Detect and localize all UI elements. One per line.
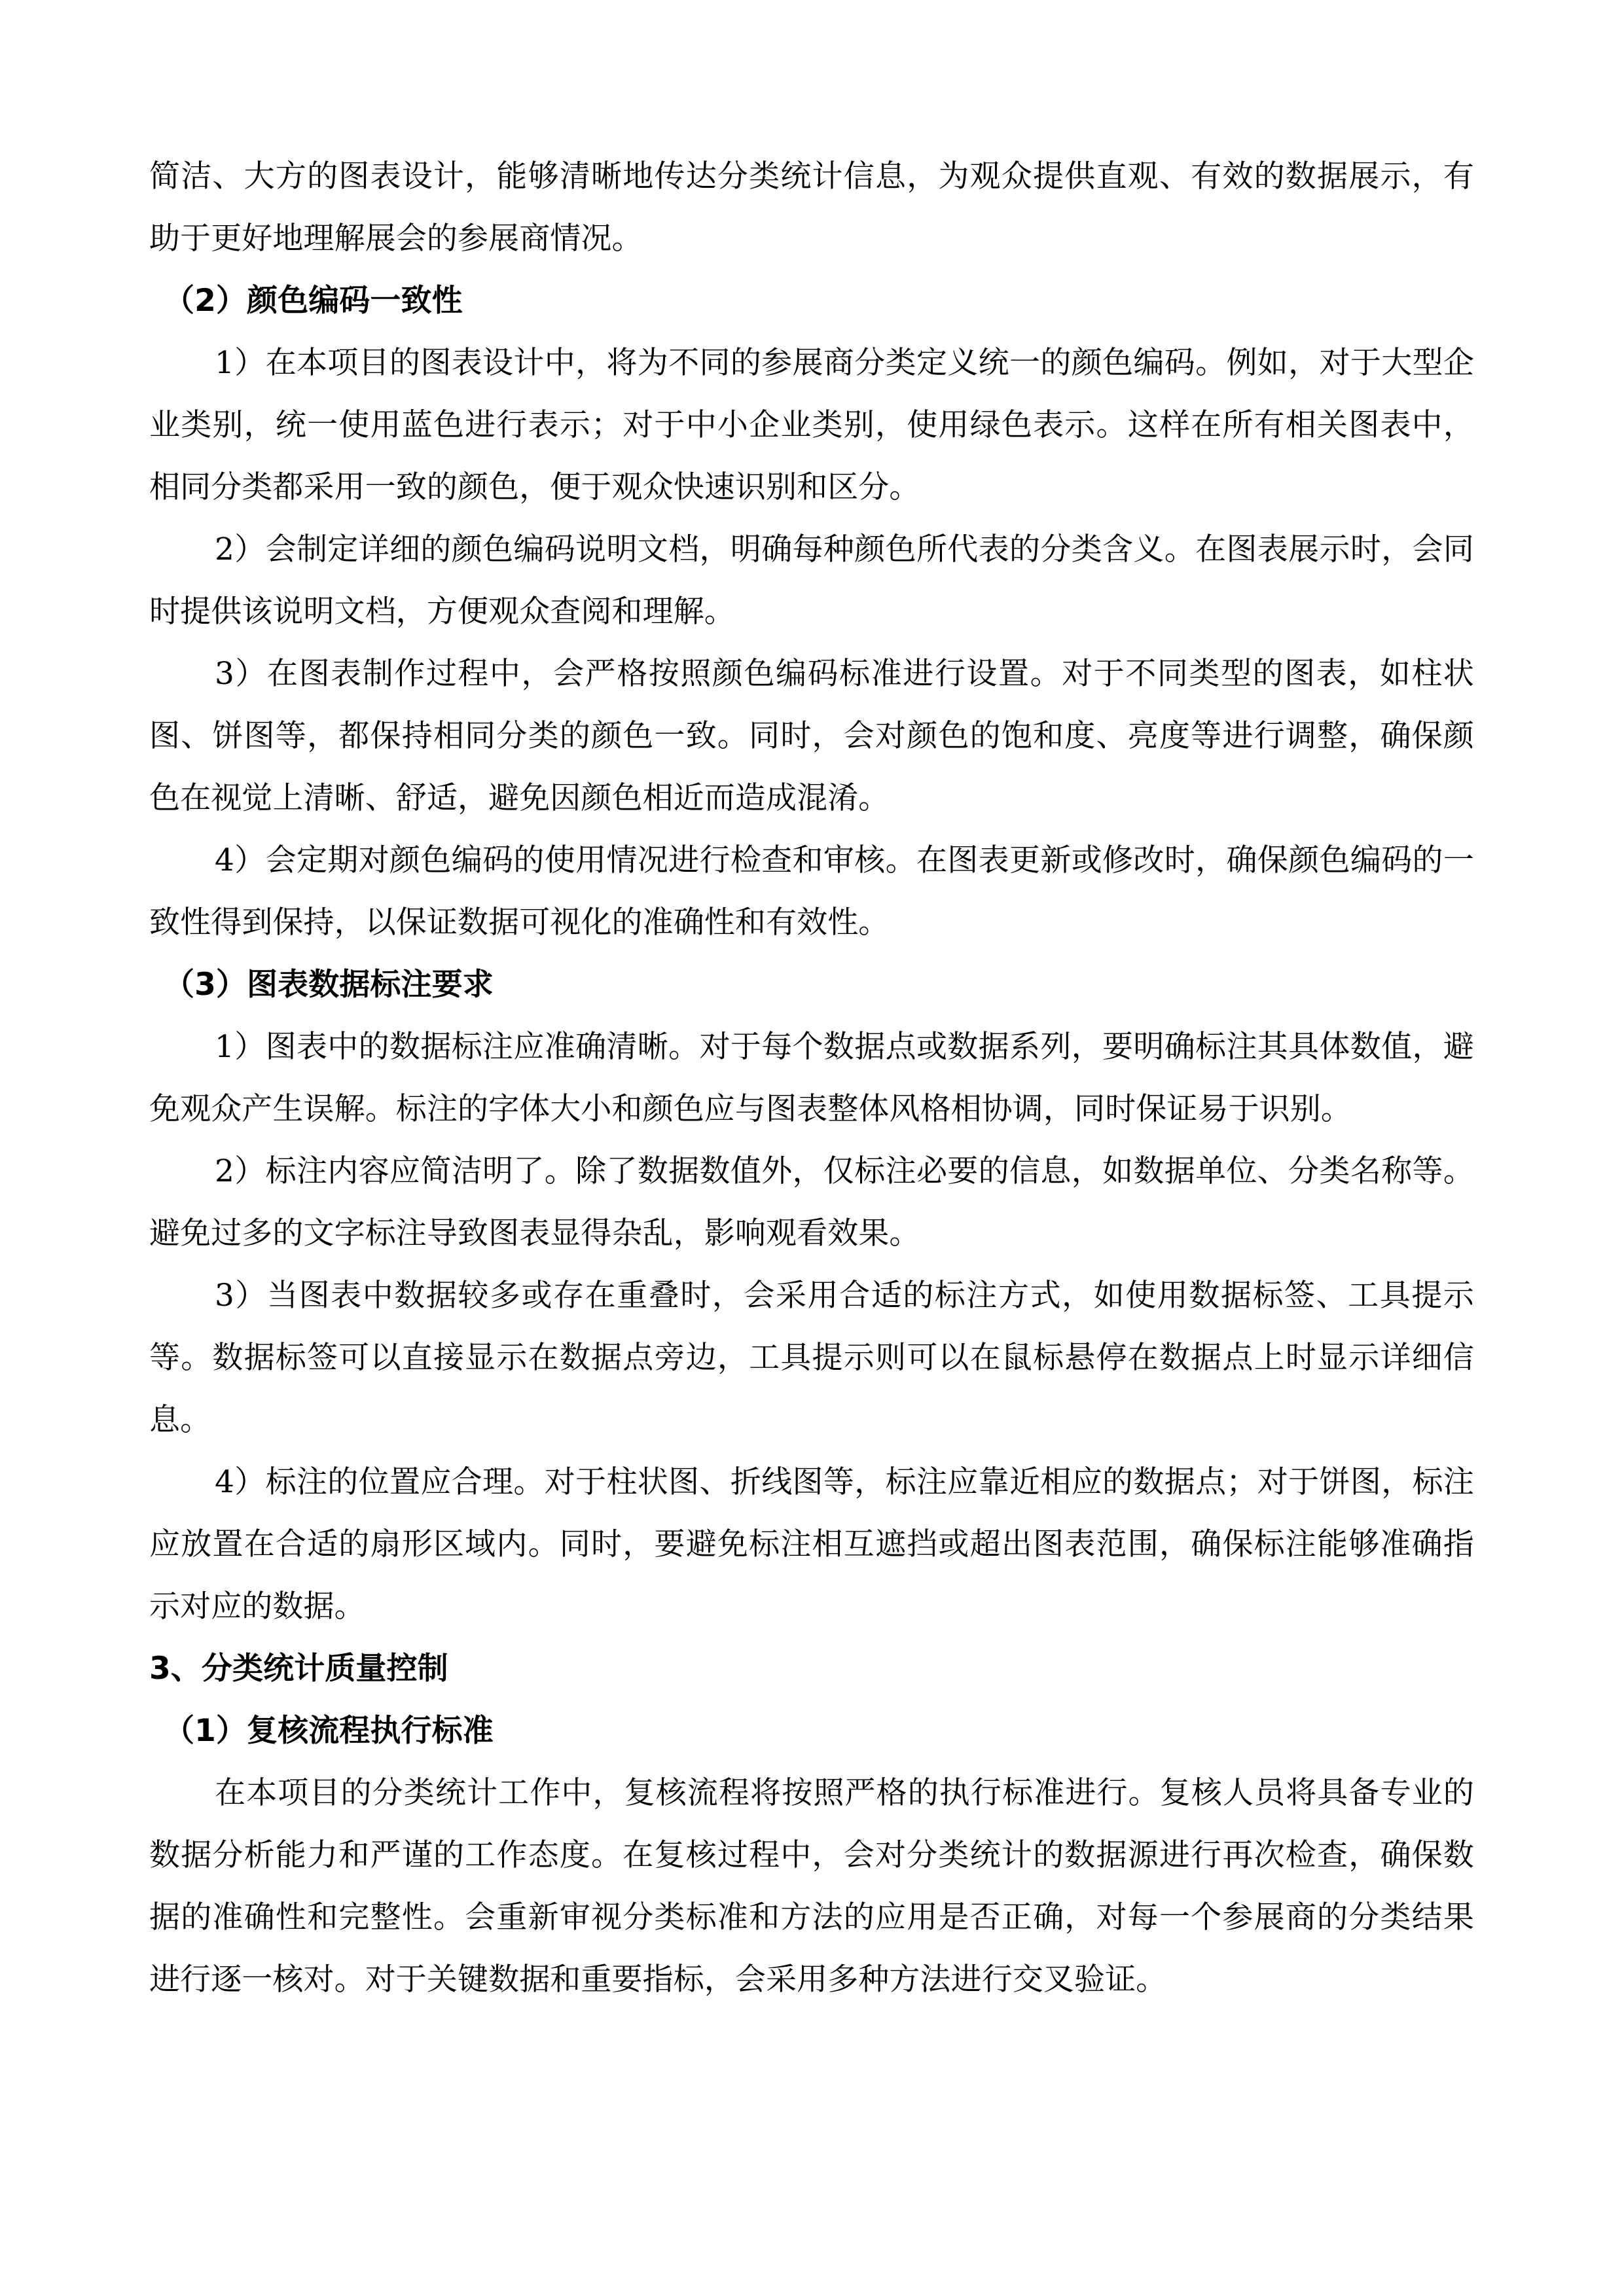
heading-classification-quality-control: 3、分类统计质量控制 xyxy=(149,1651,448,1687)
paragraph-intro-continued: 简洁、大方的图表设计，能够清晰地传达分类统计信息，为观众提供直观、有效的数据展示，有助于更好地理解展会的参展商情况。 xyxy=(149,158,1474,257)
paragraph-data-label-item-4: 4）标注的位置应合理。对于柱状图、折线图等，标注应靠近相应的数据点；对于饼图，标注应放置在合适的扇形区域内。同时，要避免标注相互遮挡或超出图表范围，确保标注能够准确指示对应的数据。 xyxy=(149,1464,1474,1624)
page-content-column xyxy=(149,145,1474,2011)
paragraph-data-label-item-2: 2）标注内容应简洁明了。除了数据数值外，仅标注必要的信息，如数据单位、分类名称等。避免过多的文字标注导致图表显得杂乱，影响观看效果。 xyxy=(149,1153,1474,1251)
heading-chart-data-label-requirements: （3）图表数据标注要求 xyxy=(164,967,494,1003)
paragraph-color-coding-item-1: 1）在本项目的图表设计中，将为不同的参展商分类定义统一的颜色编码。例如，对于大型企业类别，统一使用蓝色进行表示；对于中小企业类别，使用绿色表示。这样在所有相关图表中，相同分类都采用一致的颜色，便于观众快速识别和区分。 xyxy=(149,345,1474,505)
heading-color-coding-consistency: （2）颜色编码一致性 xyxy=(164,283,463,319)
paragraph-color-coding-item-2: 2）会制定详细的颜色编码说明文档，明确每种颜色所代表的分类含义。在图表展示时，会同时提供该说明文档，方便观众查阅和理解。 xyxy=(149,531,1474,630)
paragraph-color-coding-item-3: 3）在图表制作过程中，会严格按照颜色编码标准进行设置。对于不同类型的图表，如柱状图、饼图等，都保持相同分类的颜色一致。同时，会对颜色的饱和度、亮度等进行调整，确保颜色在视觉上清晰、舒适，避免因颜色相近而造成混淆。 xyxy=(149,656,1474,816)
paragraph-review-process-body: 在本项目的分类统计工作中，复核流程将按照严格的执行标准进行。复核人员将具备专业的数据分析能力和严谨的工作态度。在复核过程中，会对分类统计的数据源进行再次检查，确保数据的准确性和完整性。会重新审视分类标准和方法的应用是否正确，对每一个参展商的分类结果进行逐一核对。对于关键数据和重要指标，会采用多种方法进行交叉验证。 xyxy=(149,1775,1474,1998)
heading-review-process-standard: （1）复核流程执行标准 xyxy=(164,1713,494,1749)
paragraph-color-coding-item-4: 4）会定期对颜色编码的使用情况进行检查和审核。在图表更新或修改时，确保颜色编码的一致性得到保持，以保证数据可视化的准确性和有效性。 xyxy=(149,842,1474,941)
paragraph-data-label-item-3: 3）当图表中数据较多或存在重叠时，会采用合适的标注方式，如使用数据标签、工具提示等。数据标签可以直接显示在数据点旁边，工具提示则可以在鼠标悬停在数据点上时显示详细信息。 xyxy=(149,1278,1474,1438)
paragraph-data-label-item-1: 1）图表中的数据标注应准确清晰。对于每个数据点或数据系列，要明确标注其具体数值，避免观众产生误解。标注的字体大小和颜色应与图表整体风格相协调，同时保证易于识别。 xyxy=(149,1029,1474,1127)
